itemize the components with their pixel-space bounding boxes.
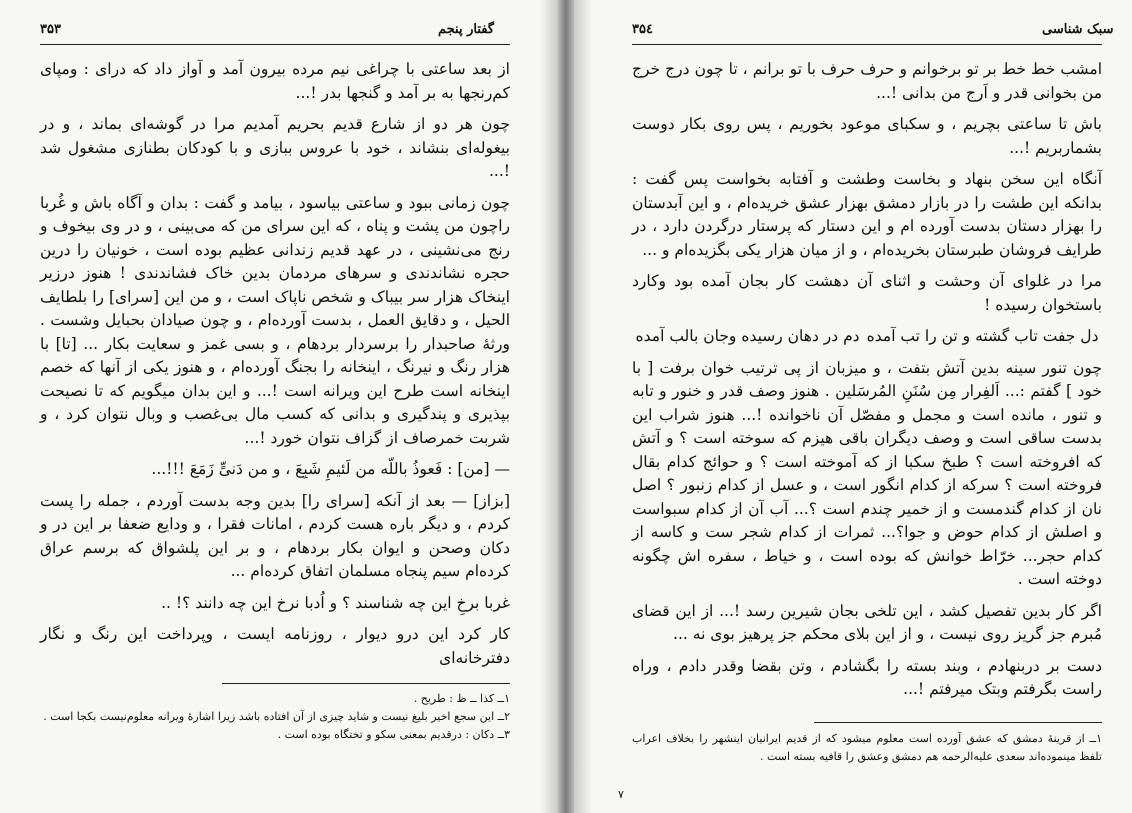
paragraph: از بعد ساعتی با چراغی نیم مرده بیرون آمد و آواز داد که درای : ومپای کم‌رنجها به بر آمد و گنجها بدر !...: [40, 60, 510, 102]
verse-hemistich: دم در دهان رسیده وجان بالب آمده: [635, 327, 860, 345]
paragraph: [بزاز] — بعد از آنکه [سرای را] بدین وجه بدست آوردم ، جمله را پست کردم ، و دیگر باره هست کردم ، امانات فقرا ، و ودایع ضعفا بر این در و دکان وصحن و ایوان بکار بردهام ، و بر این پلشواق که برسم عراق کرده‌ام سیم پنجاه مسلمان اتفاق کرده‌ام ...: [40, 491, 510, 580]
paragraph: آنگاه این سخن بنهاد و بخاست وطشت و آفتابه بخواست پس گفت : بدانکه این طشت را در بازار دمشق بهزار عشق خریده‌ام ، و این آبدستان را بهزار دستان بدست آورده ام و این دستار که پرستار درگردن دارد ، در طرایف فروشان طبرستان بخریده‌ام ، و از میان هزار یکی بگزیده‌ام و ...: [632, 170, 1102, 259]
paragraph: چون زمانی ببود و ساعتی بیاسود ، بیامد و گفت : بدان و آگاه باش و غُربا راچون من پشت و پناه ، که این سرای من که می‌بینی ، و در وی بیخوف و رنج می‌نشینی ، در عهد قدیم زندانی عظیم بوده است ، خونیان را درین حجره نشاندندی و سرهای مردمان بدین خاک فشاندندی ! هنوز درزیر اینخاک هزار سر بیباک و شخص ناپاک است ، و من این [سرای] را بلطایف الحیل ، و دقایق العمل ، بدست آورده‌ام ، و چون صیادان بحبایل وشست . ورثهٔ صاحبدار را برسردار بردهام ، و بسی غمز و سعایت بکار ... [تا] با هزار رنگ و نیرنگ ، اینخانه را بجنگ آورده‌ام ، و هنوز یکی از آنها که خصم اینخانه است طرح این ویرانه است !... و این بدان میگویم که تا نصیحت بپذیری و پندگیری و بدانی که کسب مال بی‌غصب و وبال نتوان کرد ، و شربت خمرصاف از گزاف نتوان خورد !...: [40, 193, 510, 447]
footnote: ۱ــ کذا ــ ظ : طریح .: [413, 692, 510, 705]
verse: [632, 325, 1102, 349]
footnote: ۱ــ از قرینهٔ دمشق که عشق آورده است معلوم میشود که از قدیم ایرانیان اینشهر را بخلاف اعراب تلفظ مینموده‌اند سعدی علیه‌الرحمه هم دمشق وعشق را قافیه بسته است .: [632, 732, 1102, 763]
paragraph: چون تنور سینه بدین آتش بتفت ، و میزبان از پی ترتیب خوان برفت [ با خود ] گفتم :... اَلفِرار مِن سُنَنِ المُرسَلین . هنوز وصف قدر و خنور و تابه و تنور ، مانده است و مجمل و مفصّل آن ناخوانده !... هنوز شراب این بدست ساقی است و وصف دیگران باقی هیزم که سوخته است ؟ و آتش که افروخته است ؟ طبخ سکبا از که آموخته است ؟ و حوائج کدام بقال فروخته است ؟ سرکه از کدام انگور است ، و عسل از کدام زنبور ؟ اصل نان از کدام گندمست و از خمیر چندم است ؟... آب آن از کدام سبواست و اصلش از کدام حوض و جوا؟... ثمرات از کدام شجر ست و کاسه از کدام حجر... خرّاط خوانش که بوده است ، و خیاط ، سفره اش چگونه دوخته است .: [632, 358, 1102, 588]
footnotes: [40, 690, 510, 744]
left-page: [0, 0, 558, 813]
footnote: ۳ــ دکان : درقدیم بمعنی سکو و تختگاه بوده است .: [277, 728, 510, 741]
paragraph: چون هر دو از شارع قدیم بحریم آمدیم مرا در گوشه‌ای بماند ، و در بیغوله‌ای بنشاند ، خود با عروس ببازی و با کودکان بطنازی مشغول شد !...: [40, 115, 510, 180]
header-rule: [632, 44, 1102, 45]
footnote-rule: [222, 683, 510, 684]
verse-hemistich: دل جفت تاب گشته و تن را تب آمده: [866, 327, 1099, 345]
running-head-title: سبک شناسی: [1042, 22, 1114, 37]
paragraph: اگر کار بدین تفصیل کشد ، این تلخی بجان شیرین رسد !... از این قضای مُبرم جز گریز روی نیست ، و از این بلای محکم جز پرهیز بوی نه ...: [632, 601, 1102, 643]
paragraph: دست بر دربنهادم ، وبند بسته را بگشادم ، وتن بقضا وقدر دادم ، وراه راست بگرفتم وبتک میرفتم !...: [632, 656, 1102, 698]
paragraph: کار کرد این درو دیوار ، روزنامه ایست ، وپرداخت این رنگ و نگار دفترخانه‌ای: [40, 625, 510, 667]
page-shadow: [574, 0, 592, 813]
footnote-rule: [814, 722, 1102, 723]
header-rule: [40, 44, 510, 45]
page-shadow: [540, 0, 558, 813]
right-page: [574, 0, 1132, 813]
page-number: ۳۵٤: [632, 22, 653, 37]
book-gutter: [558, 0, 574, 813]
paragraph: امشب خط خط بر تو برخوانم و حرف حرف با تو برانم ، تا چون درج خرج من بخوانی قدر و اَرج من بدانی !...: [632, 60, 1102, 102]
paragraph: غربا برخِ این چه شناسند ؟ و اُدبا نرخ این چه دانند ؟! ..: [161, 593, 510, 612]
bottom-mark: ٧: [618, 788, 624, 801]
paragraph: — [من] : فَعوذُ باللّه من لَئیمِ شَبِعَ ، و من دَنیٍّ زَمَعَ !!!...: [151, 460, 510, 478]
footnotes: [632, 730, 1102, 766]
paragraph: مرا در غلوای آن وحشت و اثنای آن دهشت کار بجان آمده بود وکارد باستخوان رسیده !: [632, 272, 1102, 314]
footnote: ۲ــ این سجع اخیر بلیغ نیست و شاید چیزی از آن افتاده باشد زیرا اشارهٔ ویرانه معلوم‌نیست بکجا است .: [43, 710, 510, 723]
paragraph: باش تا ساعتی بچریم ، و سکبای موعود بخوریم ، پس روی بکار دوست بشماربریم !...: [632, 115, 1102, 157]
left-body-text: [40, 58, 510, 678]
running-head-title: گفتار پنجم: [438, 22, 495, 37]
right-body-text: [632, 58, 1102, 710]
page-number: ۳۵۳: [40, 22, 61, 37]
